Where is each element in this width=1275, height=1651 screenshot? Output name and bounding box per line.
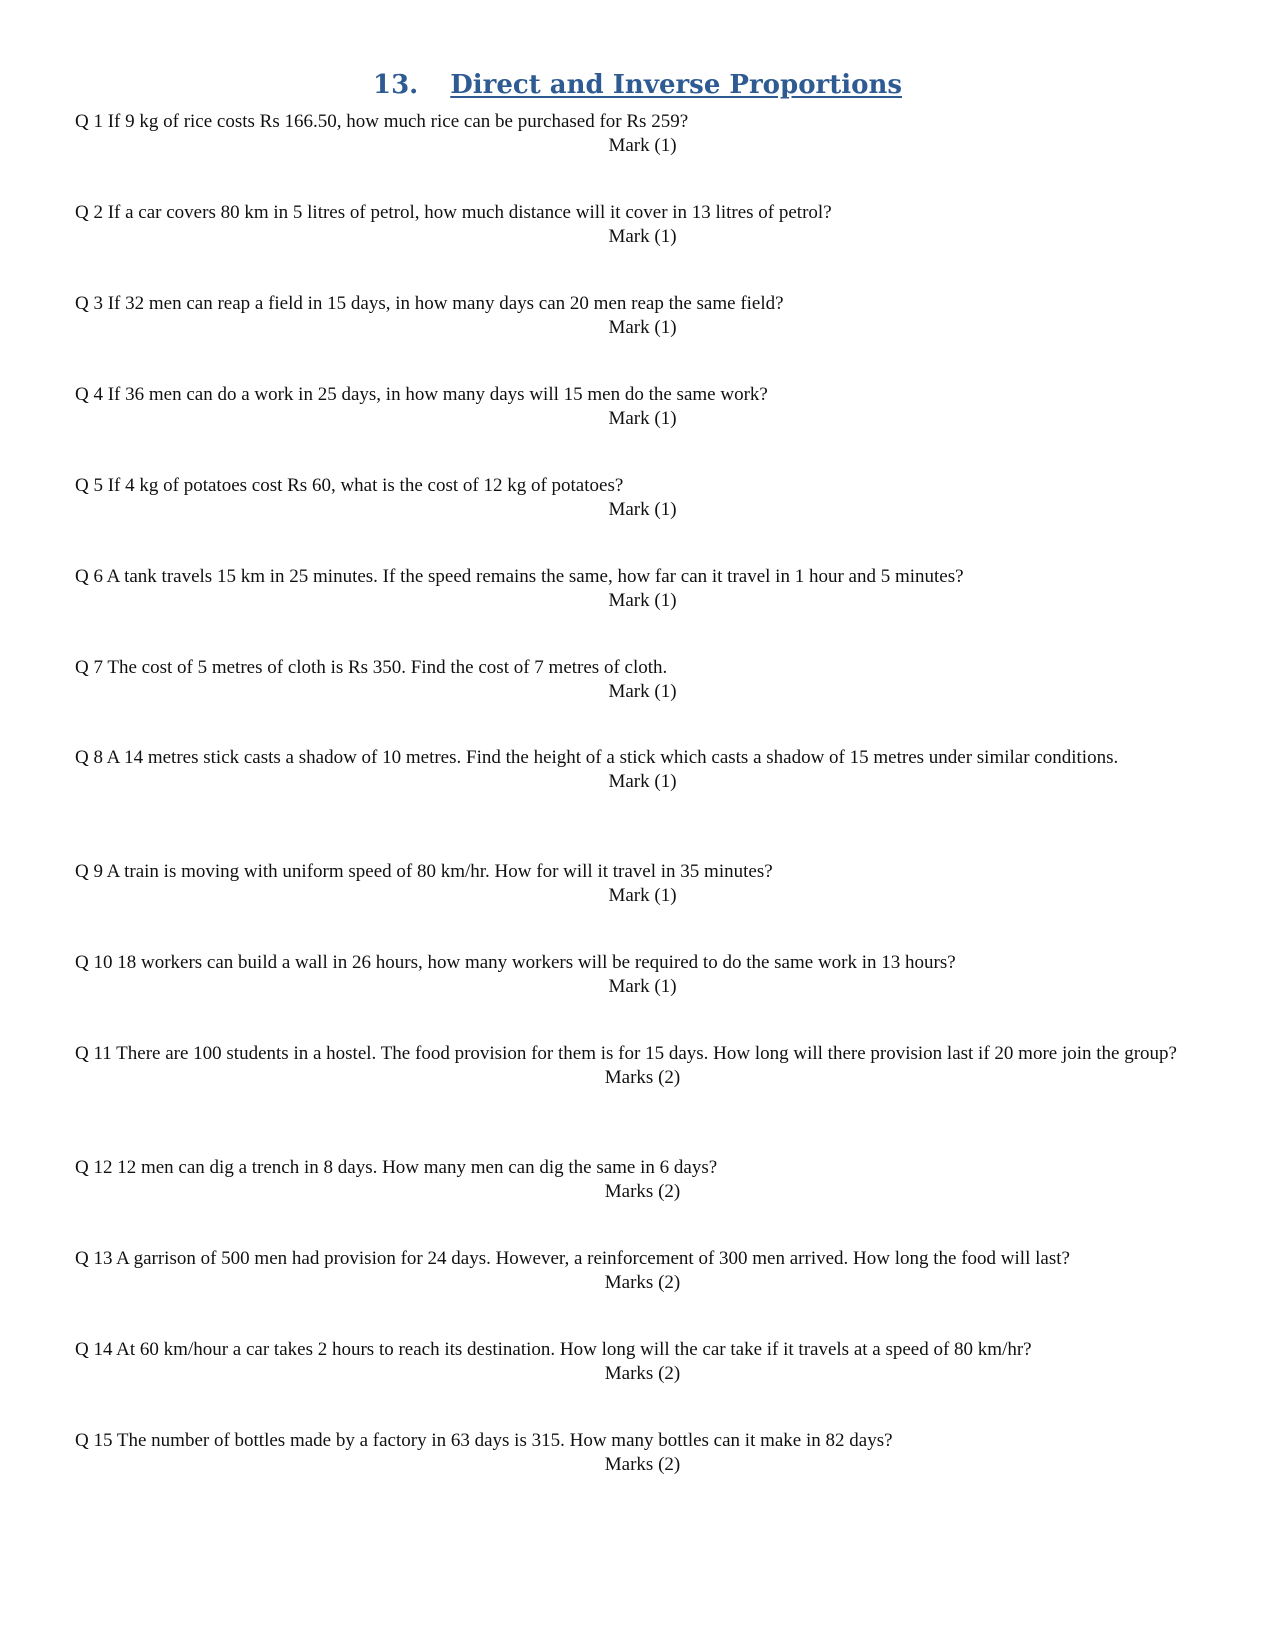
question-mark: Mark (1) <box>608 408 677 429</box>
question-text: Q 10 18 workers can build a wall in 26 hours, how many workers will be required to do the same work in 13 hours? <box>75 952 956 973</box>
question-text: Q 12 12 men can dig a trench in 8 days. How many men can dig the same in 6 days? <box>75 1157 718 1178</box>
question-block <box>75 746 1210 794</box>
question-block <box>75 860 1210 908</box>
question-mark: Marks (2) <box>604 1454 681 1475</box>
question-mark: Mark (1) <box>608 976 677 997</box>
question-block <box>75 951 1210 999</box>
question-text: Q 14 At 60 km/hour a car takes 2 hours to reach its destination. How long will the car take if it travels at a speed of 80 km/hr? <box>75 1339 1032 1360</box>
question-text: Q 9 A train is moving with uniform speed of 80 km/hr. How for will it travel in 35 minutes? <box>75 861 773 882</box>
question-text: Q 1 If 9 kg of rice costs Rs 166.50, how much rice can be purchased for Rs 259? <box>75 111 689 132</box>
question-text: Q 13 A garrison of 500 men had provision for 24 days. However, a reinforcement of 300 men arrived. How long the food will last? <box>75 1248 1070 1269</box>
question-text: Q 7 The cost of 5 metres of cloth is Rs 350. Find the cost of 7 metres of cloth. <box>75 657 668 678</box>
question-mark: Mark (1) <box>608 226 677 247</box>
question-mark: Mark (1) <box>608 771 677 792</box>
question-mark: Mark (1) <box>608 590 677 611</box>
question-mark: Mark (1) <box>608 135 677 156</box>
question-text: Q 5 If 4 kg of potatoes cost Rs 60, what is the cost of 12 kg of potatoes? <box>75 475 624 496</box>
chapter-number: 13. <box>373 70 419 100</box>
question-text: Q 15 The number of bottles made by a factory in 63 days is 315. How many bottles can it make in 82 days? <box>75 1430 893 1451</box>
question-block <box>75 1156 1210 1204</box>
question-mark: Marks (2) <box>604 1181 681 1202</box>
question-block <box>75 565 1210 613</box>
question-mark: Mark (1) <box>608 499 677 520</box>
chapter-title: Direct and Inverse Proportions <box>450 70 902 100</box>
question-block <box>75 1247 1210 1295</box>
question-text: Q 4 If 36 men can do a work in 25 days, in how many days will 15 men do the same work? <box>75 384 768 405</box>
question-block <box>75 1429 1210 1477</box>
page-title <box>0 70 1275 100</box>
question-block <box>75 1338 1210 1386</box>
question-text: Q 11 There are 100 students in a hostel. The food provision for them is for 15 days. How long will there provision last if 20 more join the group? <box>75 1043 1177 1064</box>
question-mark: Marks (2) <box>604 1363 681 1384</box>
question-text: Q 6 A tank travels 15 km in 25 minutes. If the speed remains the same, how far can it travel in 1 hour and 5 minutes? <box>75 566 964 587</box>
question-block <box>75 1042 1210 1090</box>
question-mark: Mark (1) <box>608 681 677 702</box>
question-block <box>75 201 1210 249</box>
question-mark: Marks (2) <box>604 1272 681 1293</box>
question-text: Q 3 If 32 men can reap a field in 15 days, in how many days can 20 men reap the same field? <box>75 293 784 314</box>
question-block <box>75 110 1210 158</box>
question-block <box>75 383 1210 431</box>
question-mark: Marks (2) <box>604 1067 681 1088</box>
question-block <box>75 656 1210 704</box>
question-block <box>75 292 1210 340</box>
question-block <box>75 474 1210 522</box>
question-mark: Mark (1) <box>608 317 677 338</box>
question-mark: Mark (1) <box>608 885 677 906</box>
question-text: Q 2 If a car covers 80 km in 5 litres of petrol, how much distance will it cover in 13 litres of petrol? <box>75 202 832 223</box>
question-text: Q 8 A 14 metres stick casts a shadow of 10 metres. Find the height of a stick which casts a shadow of 15 metres under similar conditions. <box>75 747 1119 768</box>
